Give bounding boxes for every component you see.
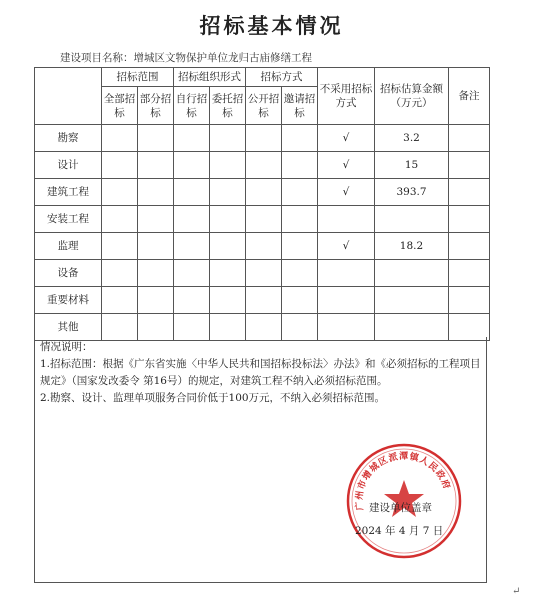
notes-line-2: 2.勘察、设计、监理单项服务合同价低于100万元，不纳入必须招标范围。 xyxy=(40,392,386,404)
row-not-adopted-check xyxy=(318,206,375,233)
row-cell xyxy=(210,179,246,206)
row-cell xyxy=(102,206,138,233)
notes-line-1: 1.招标范围：根据《广东省实施〈中华人民共和国招标投标法〉办法》和《必须招标的工程项目规定》（国家发改委令 第16号）的规定，对建筑工程不纳入必须招标范围。 xyxy=(40,358,481,387)
signature-label: 建设单位盖章 xyxy=(369,502,432,514)
row-category: 其他 xyxy=(35,314,102,341)
row-cell xyxy=(138,125,174,152)
row-cell xyxy=(282,287,318,314)
project-name: 建设项目名称：增城区文物保护单位龙归古庙修缮工程 xyxy=(60,52,312,64)
sign-date: 2024 年 4 月 7 日 xyxy=(355,525,444,537)
page-title: 招标基本情况 xyxy=(199,14,344,38)
header-method: 招标方式 xyxy=(246,68,318,87)
notes-heading: 情况说明： xyxy=(40,341,93,353)
corner-cell xyxy=(35,68,102,125)
row-cell xyxy=(138,206,174,233)
row-not-adopted-check: √ xyxy=(318,233,375,260)
row-cell xyxy=(282,233,318,260)
row-cell xyxy=(138,287,174,314)
table-row xyxy=(35,125,490,152)
row-cell xyxy=(210,233,246,260)
header-invite: 邀请招标 xyxy=(282,87,318,125)
table-row xyxy=(35,233,490,260)
row-cell xyxy=(210,287,246,314)
row-cell xyxy=(210,260,246,287)
row-cell xyxy=(102,179,138,206)
row-cell xyxy=(449,125,490,152)
row-not-adopted-check xyxy=(318,287,375,314)
tender-table xyxy=(34,67,490,341)
row-cell xyxy=(246,260,282,287)
row-cell xyxy=(138,152,174,179)
row-cell xyxy=(210,206,246,233)
row-cell xyxy=(174,233,210,260)
table-row xyxy=(35,152,490,179)
header-not-adopted: 不采用招标方式 xyxy=(318,68,375,125)
row-not-adopted-check: √ xyxy=(318,179,375,206)
row-cell xyxy=(210,152,246,179)
header-amount: 招标估算金额（万元） xyxy=(375,68,449,125)
row-cell xyxy=(102,233,138,260)
row-cell xyxy=(282,260,318,287)
header-part: 部分招标 xyxy=(138,87,174,125)
row-cell xyxy=(449,206,490,233)
row-cell xyxy=(282,179,318,206)
row-cell xyxy=(246,287,282,314)
row-cell xyxy=(282,206,318,233)
row-cell xyxy=(174,152,210,179)
row-cell xyxy=(102,287,138,314)
row-cell xyxy=(174,125,210,152)
row-amount xyxy=(375,206,449,233)
row-cell xyxy=(138,260,174,287)
row-cell xyxy=(246,233,282,260)
row-amount: 15 xyxy=(375,152,449,179)
row-cell xyxy=(282,152,318,179)
row-cell xyxy=(246,206,282,233)
header-public: 公开招标 xyxy=(246,87,282,125)
row-cell xyxy=(102,125,138,152)
header-all: 全部招标 xyxy=(102,87,138,125)
row-cell xyxy=(174,287,210,314)
row-cell xyxy=(174,179,210,206)
table-row xyxy=(35,287,490,314)
row-cell xyxy=(102,260,138,287)
row-category: 安装工程 xyxy=(35,206,102,233)
row-cell xyxy=(102,152,138,179)
row-cell xyxy=(138,179,174,206)
row-category: 建筑工程 xyxy=(35,179,102,206)
header-scope: 招标范围 xyxy=(102,68,174,87)
row-category: 重要材料 xyxy=(35,287,102,314)
row-cell xyxy=(449,260,490,287)
row-amount: 393.7 xyxy=(375,179,449,206)
row-category: 设计 xyxy=(35,152,102,179)
header-self: 自行招标 xyxy=(174,87,210,125)
table-row xyxy=(35,206,490,233)
return-mark-icon: ↵ xyxy=(512,586,521,597)
row-cell xyxy=(449,287,490,314)
row-cell xyxy=(282,125,318,152)
header-remark: 备注 xyxy=(449,68,490,125)
table-row xyxy=(35,260,490,287)
row-not-adopted-check: √ xyxy=(318,125,375,152)
row-amount xyxy=(375,260,449,287)
row-cell xyxy=(449,179,490,206)
row-amount: 18.2 xyxy=(375,233,449,260)
table-row xyxy=(35,179,490,206)
row-category: 设备 xyxy=(35,260,102,287)
row-cell xyxy=(246,152,282,179)
row-cell xyxy=(174,260,210,287)
row-amount xyxy=(375,287,449,314)
row-cell xyxy=(449,152,490,179)
row-cell xyxy=(174,206,210,233)
row-cell xyxy=(246,125,282,152)
row-category: 勘察 xyxy=(35,125,102,152)
row-cell xyxy=(449,233,490,260)
row-not-adopted-check: √ xyxy=(318,152,375,179)
row-cell xyxy=(210,125,246,152)
header-entrust: 委托招标 xyxy=(210,87,246,125)
row-cell xyxy=(138,233,174,260)
header-org-form: 招标组织形式 xyxy=(174,68,246,87)
row-amount: 3.2 xyxy=(375,125,449,152)
row-not-adopted-check xyxy=(318,260,375,287)
seal-text: 广州市增城区派潭镇人民政府 xyxy=(354,451,452,511)
row-cell xyxy=(246,179,282,206)
row-category: 监理 xyxy=(35,233,102,260)
